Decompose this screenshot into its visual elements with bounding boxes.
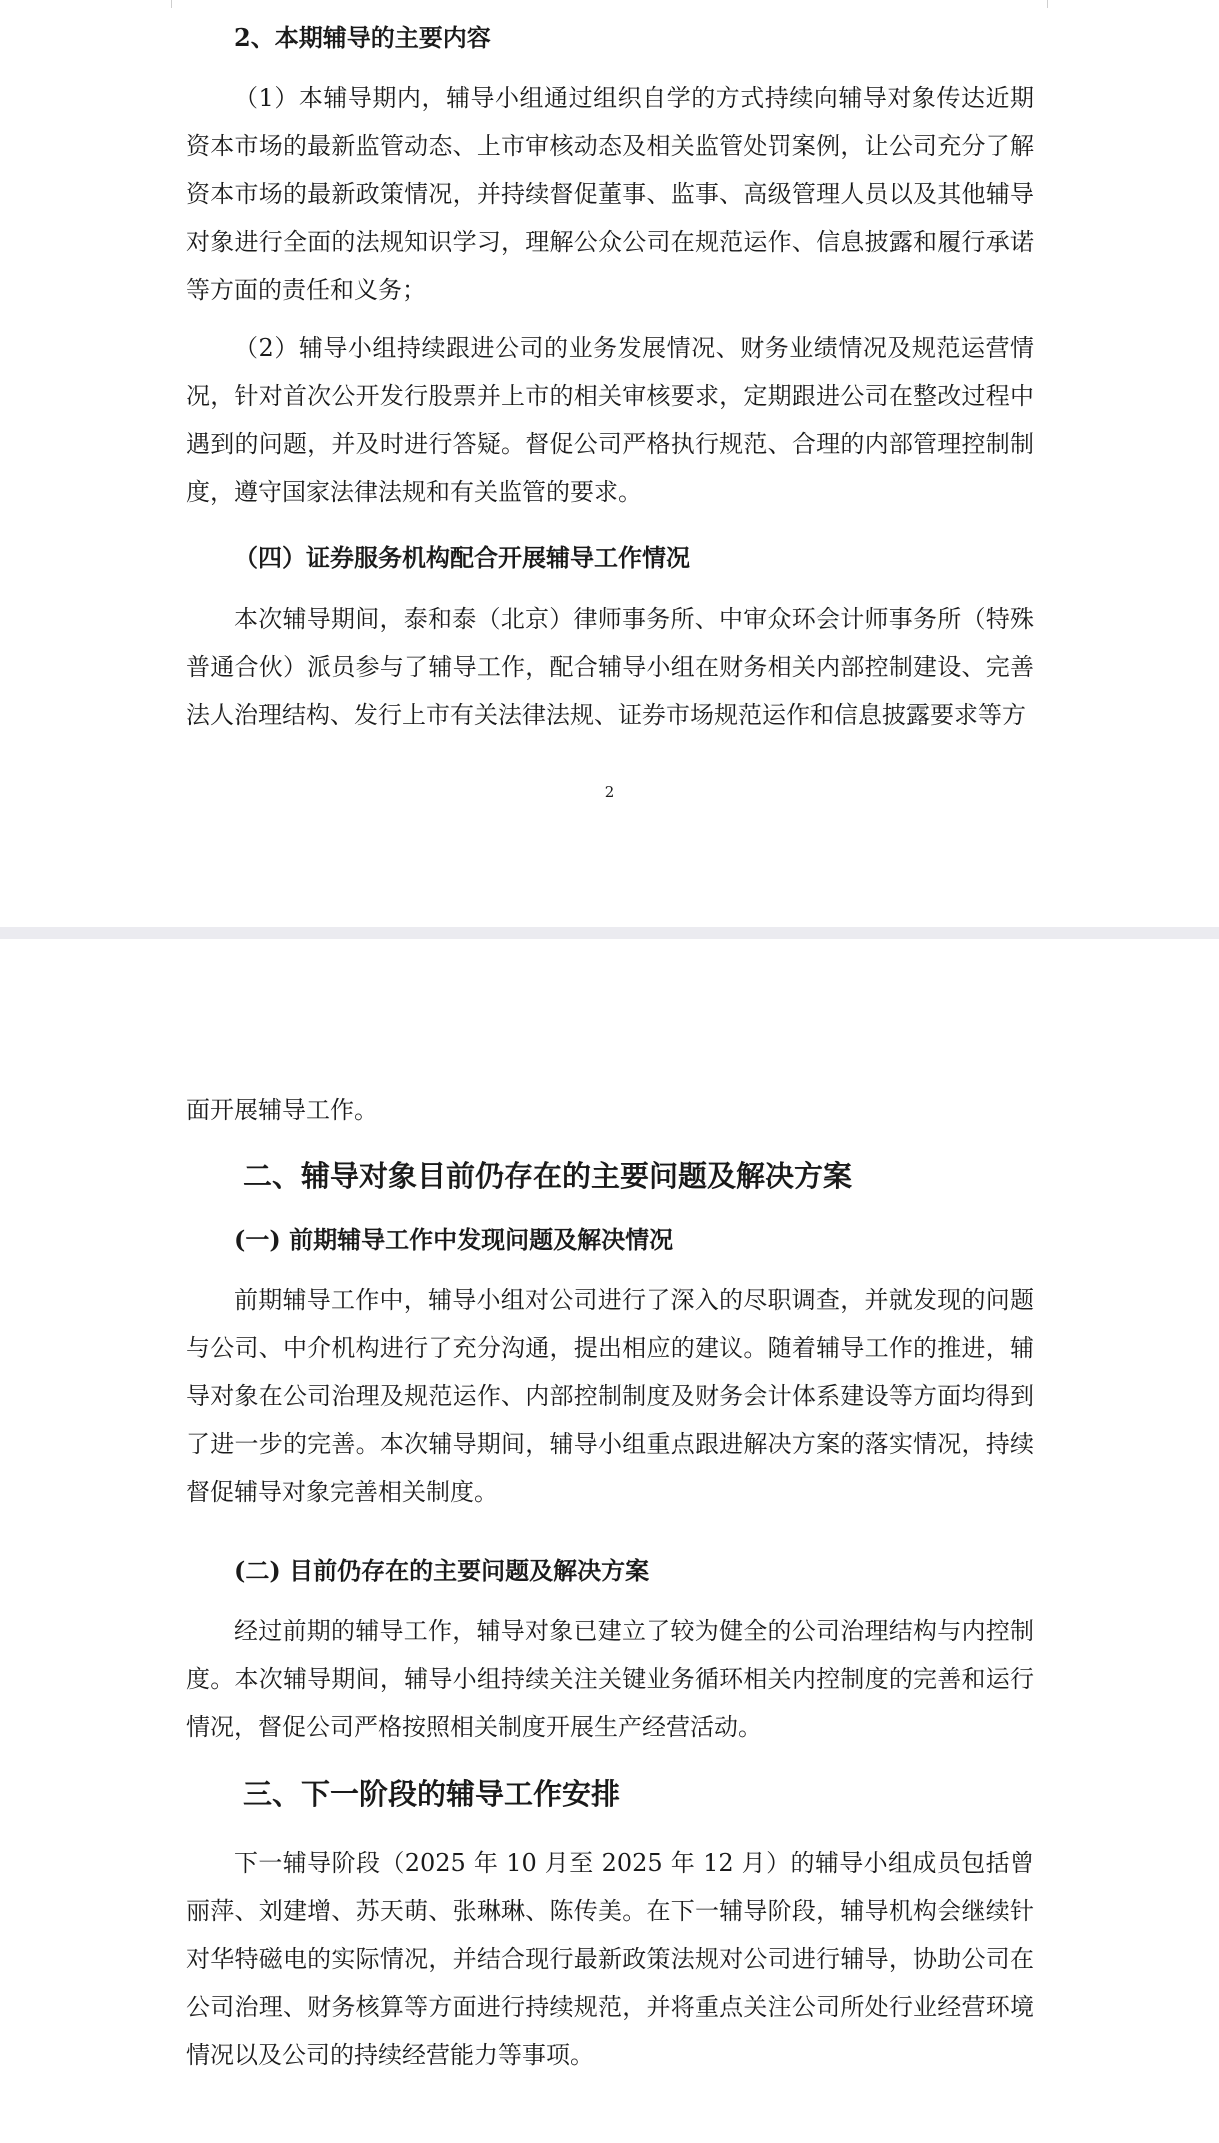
subsection-title: (二) 目前仍存在的主要问题及解决方案 (234, 1556, 650, 1585)
paragraph-text: （2）辅导小组持续跟进公司的业务发展情况、财务业绩情况及规范运营情况，针对首次公开发行股票并上市的相关审核要求，定期跟进公司在整改过程中遇到的问题，并及时进行答疑。督促公司严格执行规范、合理的内部管理控制制度，遵守国家法律法规和有关监管的要求。 (186, 334, 1034, 506)
document-page-2 (0, 939, 1219, 2143)
paragraph-text: 面开展辅导工作。 (186, 1096, 378, 1124)
page-separator (0, 927, 1219, 939)
paragraph-3 (186, 595, 1034, 739)
section-title: 三、下一阶段的辅导工作安排 (243, 1777, 621, 1811)
page-edge-right (1047, 0, 1048, 8)
sub-two-heading (186, 1551, 1034, 1591)
paragraph-text: 下一辅导阶段（2025 年 10 月至 2025 年 12 月）的辅导小组成员包括曾丽萍、刘建增、苏天萌、张琳琳、陈传美。在下一辅导阶段，辅导机构会继续针对华特磁电的实际情况，并结合现行最新政策法规对公司进行辅导，协助公司在公司治理、财务核算等方面进行持续规范，并将重点关注公司所处行业经营环境情况以及公司的持续经营能力等事项。 (186, 1849, 1034, 2069)
heading-main-content (186, 18, 1034, 58)
subsection-title: (一) 前期辅导工作中发现问题及解决情况 (234, 1225, 674, 1254)
paragraph-text: 前期辅导工作中，辅导小组对公司进行了深入的尽职调查，并就发现的问题与公司、中介机构进行了充分沟通，提出相应的建议。随着辅导工作的推进，辅导对象在公司治理及规范运作、内部控制制度及财务会计体系建设等方面均得到了进一步的完善。本次辅导期间，辅导小组重点跟进解决方案的落实情况，持续督促辅导对象完善相关制度。 (186, 1286, 1034, 1506)
subheading-section-four: （四）证券服务机构配合开展辅导工作情况 (234, 543, 690, 572)
section-three-heading (186, 1772, 1034, 1816)
paragraph-text: 本次辅导期间，泰和泰（北京）律师事务所、中审众环会计师事务所（特殊普通合伙）派员参与了辅导工作，配合辅导小组在财务相关内部控制建设、完善法人治理结构、发行上市有关法律法规、证券市场规范运作和信息披露要求等方 (186, 605, 1034, 729)
sub-one-heading (186, 1220, 1034, 1260)
paragraph-text: （1）本辅导期内，辅导小组通过组织自学的方式持续向辅导对象传达近期资本市场的最新监管动态、上市审核动态及相关监管处罚案例，让公司充分了解资本市场的最新政策情况，并持续督促董事、监事、高级管理人员以及其他辅导对象进行全面的法规知识学习，理解公众公司在规范运作、信息披露和履行承诺等方面的责任和义务； (186, 84, 1034, 304)
document-page-1 (0, 0, 1219, 927)
paragraph-1 (186, 74, 1034, 314)
continuation-line (186, 1086, 1034, 1134)
section-title: 二、辅导对象目前仍存在的主要问题及解决方案 (243, 1159, 853, 1193)
subheading-main-content: 2、本期辅导的主要内容 (234, 23, 491, 52)
page-number: 2 (604, 783, 615, 801)
sub-two-paragraph (186, 1607, 1034, 1751)
paragraph-2 (186, 324, 1034, 516)
sub-one-paragraph (186, 1276, 1034, 1516)
paragraph-text: 经过前期的辅导工作，辅导对象已建立了较为健全的公司治理结构与内控制度。本次辅导期间，辅导小组持续关注关键业务循环相关内控制度的完善和运行情况，督促公司严格按照相关制度开展生产经营活动。 (186, 1617, 1034, 1741)
section-two-heading (186, 1154, 1034, 1198)
heading-section-four (186, 538, 1034, 578)
section-three-paragraph (186, 1839, 1034, 2079)
page-edge-left (171, 0, 172, 8)
